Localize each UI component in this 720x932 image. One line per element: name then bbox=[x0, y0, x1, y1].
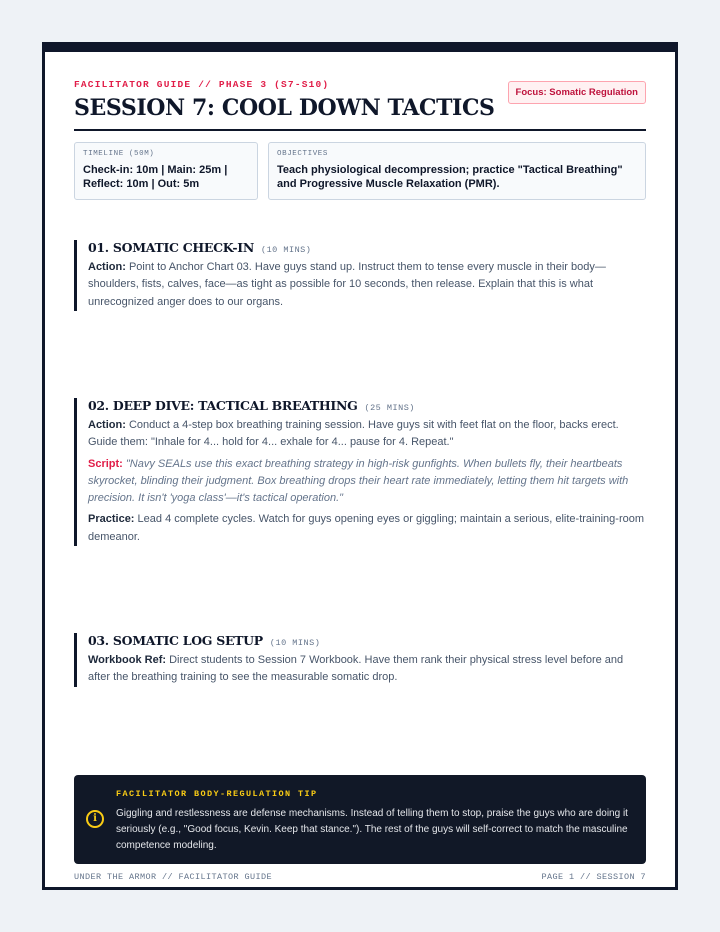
guide-kicker: FACILITATOR GUIDE // PHASE 3 (S7-S10) bbox=[74, 79, 330, 90]
section-duration: (10 MINS) bbox=[269, 638, 321, 648]
paragraph-text: "Navy SEALs use this exact breathing strategy in high-risk gunfights. When bullets fly, their heartbeats skyrocket, blinding their judgment. Box breathing drops their heart rate immediately, letting them hit targets with precision. It isn't 'yoga class'—it's tactical operation." bbox=[88, 457, 629, 505]
paragraph-label: Action: bbox=[88, 261, 126, 273]
facilitator-tip-box bbox=[74, 775, 646, 864]
paragraph-label: Workbook Ref: bbox=[88, 654, 167, 666]
info-icon: i bbox=[86, 810, 104, 828]
header-divider bbox=[74, 129, 646, 131]
tip-text: Giggling and restlessness are defense mechanisms. Instead of telling them to stop, praise the guys who are doing it seriously (e.g., "Good focus, Kevin. Keep that stance."). The rest of the guys will self-correct to match the masculine competence modeling. bbox=[116, 808, 628, 851]
section-paragraph bbox=[88, 259, 646, 311]
paragraph-text: Conduct a 4-step box breathing training session. Have guys sit with feet flat on the floor, backs erect. Guide them: "Inhale for 4... hold for 4... exhale for 4... pause for 4. Repeat." bbox=[88, 419, 619, 449]
info-row bbox=[74, 142, 646, 200]
section-somatic-log-setup bbox=[74, 633, 646, 687]
paragraph-text: Lead 4 complete cycles. Watch for guys opening eyes or giggling; maintain a serious, elite-training-room demeanor. bbox=[88, 513, 645, 543]
tip-label: FACILITATOR BODY-REGULATION TIP bbox=[116, 789, 318, 799]
page-content bbox=[74, 79, 646, 882]
timeline-value: Check-in: 10m | Main: 25m | Reflect: 10m | Out: 5m bbox=[83, 164, 228, 190]
page-footer bbox=[74, 872, 646, 882]
paragraph-label: Action: bbox=[88, 419, 126, 431]
section-header bbox=[88, 398, 646, 413]
document-page bbox=[42, 42, 678, 890]
section-paragraph bbox=[88, 652, 646, 687]
section-paragraph bbox=[88, 417, 646, 452]
section-header bbox=[88, 633, 646, 648]
page-header bbox=[74, 79, 646, 131]
objectives-label: OBJECTIVES bbox=[277, 150, 329, 158]
objectives-box bbox=[268, 142, 646, 200]
timeline-box bbox=[74, 142, 258, 200]
timeline-label: TIMELINE (50M) bbox=[83, 150, 155, 158]
section-somatic-check-in bbox=[74, 240, 646, 311]
page-title: SESSION 7: COOL DOWN TACTICS bbox=[74, 95, 495, 121]
paragraph-text: Direct students to Session 7 Workbook. Have them rank their physical stress level before and after the breathing training to see the measurable somatic drop. bbox=[88, 654, 624, 684]
paragraph-text: Point to Anchor Chart 03. Have guys stand up. Instruct them to tense every muscle in their body—shoulders, fists, calves, face—as tight as possible for 10 seconds, then release. Explain that this is what unrecognized anger does to our organs. bbox=[88, 261, 606, 308]
section-header bbox=[88, 240, 646, 255]
section-tactical-breathing bbox=[74, 398, 646, 546]
section-paragraph bbox=[88, 511, 646, 546]
section-duration: (10 MINS) bbox=[260, 245, 312, 255]
paragraph-label: Script: bbox=[88, 457, 123, 470]
section-title: 01. SOMATIC CHECK-IN bbox=[88, 240, 254, 255]
objectives-value: Teach physiological decompression; practice "Tactical Breathing" and Progressive Muscle Relaxation (PMR). bbox=[277, 164, 623, 190]
paragraph-label: Practice: bbox=[88, 513, 135, 526]
section-duration: (25 MINS) bbox=[364, 403, 415, 413]
script-paragraph bbox=[88, 456, 646, 508]
focus-badge: Focus: Somatic Regulation bbox=[508, 81, 646, 104]
section-title: 03. SOMATIC LOG SETUP bbox=[88, 633, 263, 648]
footer-left: UNDER THE ARMOR // FACILITATOR GUIDE bbox=[74, 872, 273, 882]
section-title: 02. DEEP DIVE: TACTICAL BREATHING bbox=[88, 398, 358, 413]
footer-right: PAGE 1 // SESSION 7 bbox=[541, 872, 646, 882]
